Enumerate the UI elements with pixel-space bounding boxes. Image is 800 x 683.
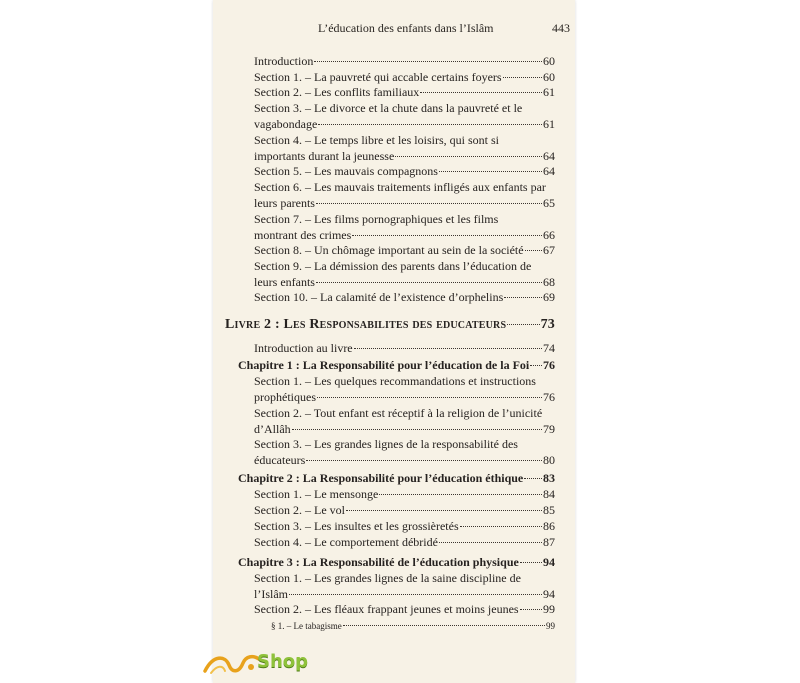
header-title: L’éducation des enfants dans l’Islâm [318,21,494,35]
toc-entry: Section 4. – Le temps libre et les loisirs, qui sont si importants durant la jeunesse 64 [254,133,555,163]
chapter-heading: Chapitre 1 : La Responsabilité pour l’éducation de la Foi 76 [238,358,555,372]
toc-entry: Section 1. – La pauvreté qui accable certains foyers 60 [254,70,555,84]
toc-entry: Section 10. – La calamité de l’existence d’orphelins 69 [254,290,555,304]
toc-entry: Introduction 60 [254,54,555,68]
toc-entry: Introduction au livre 74 [254,341,555,355]
swirl-logo-icon [203,651,261,679]
toc-entry: Section 3. – Le divorce et la chute dans la pauvreté et le vagabondage 61 [254,101,555,131]
toc-entry: Section 2. – Les fléaux frappant jeunes et moins jeunes 99 [254,602,555,616]
toc-entry: Section 2. – Le vol 85 [254,503,555,517]
header-page-number: 443 [552,21,570,35]
toc-entry: Section 1. – Les quelques recommandations et instructions prophétiques 76 [254,374,555,404]
toc-entry: Section 2. – Tout enfant est réceptif à la religion de l’unicité d’Allâh 79 [254,406,555,436]
chapter-heading: Chapitre 3 : La Responsabilité de l’éducation physique 94 [238,555,555,569]
shop-logo-text: Shop [257,651,309,672]
toc-subentry: § 1. – Le tabagisme 99 [271,621,555,631]
toc-entry: Section 4. – Le comportement débridé 87 [254,535,555,549]
toc-entry: Section 1. – Les grandes lignes de la saine discipline de l’Islâm 94 [254,571,555,601]
toc-entry: Section 7. – Les films pornographiques et les films montrant des crimes 66 [254,212,555,242]
toc-entry: Section 2. – Les conflits familiaux 61 [254,85,555,99]
toc-entry: Section 8. – Un chômage important au sein de la société 67 [254,243,555,257]
toc-entry: Section 5. – Les mauvais compagnons 64 [254,164,555,178]
toc-entry: Section 3. – Les insultes et les grossièretés 86 [254,519,555,533]
book-part-heading: Livre 2 : Les Responsabilites des educateurs 73 [225,317,555,332]
toc-entry: Section 3. – Les grandes lignes de la responsabilité des éducateurs 80 [254,437,555,467]
running-header [213,18,575,38]
book-page [213,0,575,683]
toc-entry: Section 9. – La démission des parents dans l’éducation de leurs enfants 68 [254,259,555,289]
chapter-heading: Chapitre 2 : La Responsabilité pour l’éducation éthique 83 [238,471,555,485]
toc-entry: Section 6. – Les mauvais traitements infligés aux enfants par leurs parents 65 [254,180,555,210]
toc-entry: Section 1. – Le mensonge 84 [254,487,555,501]
shop-logo[interactable] [203,649,313,683]
